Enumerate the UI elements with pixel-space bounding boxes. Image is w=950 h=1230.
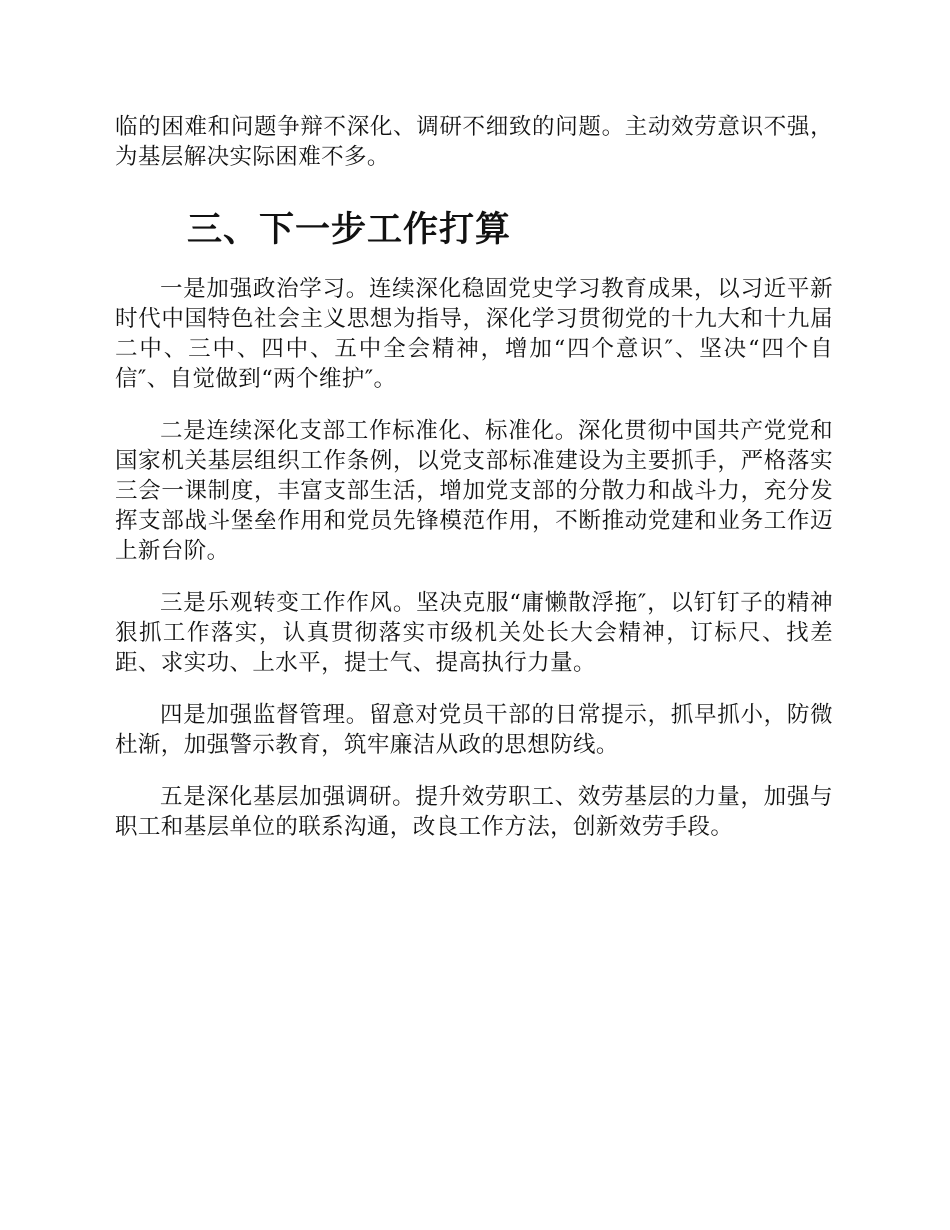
section-heading: 三、下一步工作打算 [187,210,512,250]
document-page [115,112,833,842]
paragraph-supervision: 四是加强监督管理。留意对党员干部的日常提示，抓早抓小，防微杜渐，加强警示教育，筑牢廉洁从政的思想防线。 [115,702,833,758]
paragraph-political-study: 一是加强政治学习。连续深化稳固党史学习教育成果，以习近平新时代中国特色社会主义思想为指导，深化学习贯彻党的十九大和十九届二中、三中、四中、五中全会精神，增加“四个意识″、坚决“四个自信″、自觉做到“两个维护″。 [115,276,833,392]
continued-paragraph: 临的困难和问题争辩不深化、调研不细致的问题。主动效劳意识不强，为基层解决实际困难不多。 [115,114,833,170]
paragraph-work-style: 三是乐观转变工作作风。坚决克服“庸懒散浮拖″，以钉钉子的精神狠抓工作落实，认真贯彻落实市级机关处长大会精神，订标尺、找差距、求实功、上水平，提士气、提高执行力量。 [115,590,833,676]
paragraph-grassroots-research: 五是深化基层加强调研。提升效劳职工、效劳基层的力量，加强与职工和基层单位的联系沟通，改良工作方法，创新效劳手段。 [115,784,833,840]
paragraph-branch-standardization: 二是连续深化支部工作标准化、标准化。深化贯彻中国共产党党和国家机关基层组织工作条例，以党支部标准建设为主要抓手，严格落实三会一课制度，丰富支部生活，增加党支部的分散力和战斗力，充分发挥支部战斗堡垒作用和党员先锋模范作用，不断推动党建和业务工作迈上新台阶。 [115,418,833,564]
